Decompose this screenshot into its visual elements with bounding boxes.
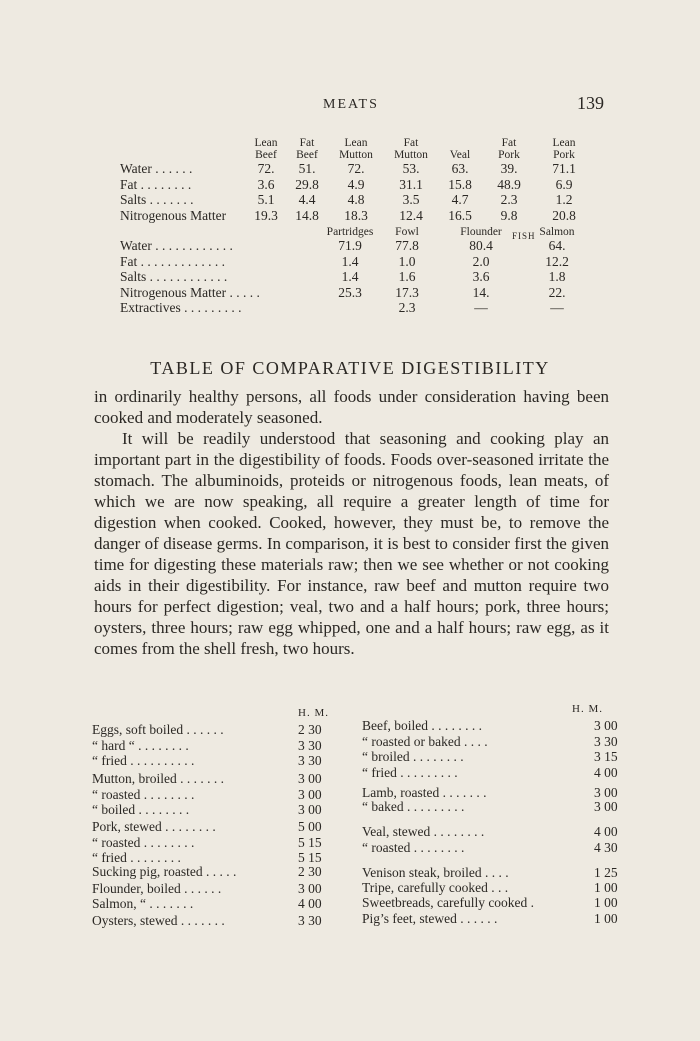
table-cell: 48.9 bbox=[497, 176, 521, 192]
table-cell: 12.2 bbox=[545, 253, 569, 269]
list-item bbox=[92, 913, 332, 929]
list-item bbox=[92, 738, 332, 754]
column-header: Fat Beef bbox=[296, 137, 318, 161]
column-header: Fat Mutton bbox=[394, 137, 428, 161]
table-cell: 72. bbox=[257, 161, 275, 176]
digestion-time: 2 30 bbox=[298, 864, 322, 879]
table-row bbox=[120, 208, 590, 224]
column-header: Veal bbox=[449, 149, 471, 161]
digestion-time: 3 30 bbox=[298, 913, 322, 928]
table-cell: — bbox=[550, 300, 564, 315]
list-item bbox=[362, 880, 618, 896]
list-item bbox=[92, 864, 332, 880]
table-cell: 39. bbox=[500, 161, 518, 176]
column-header: Partridges bbox=[326, 226, 374, 238]
table-cell: 72. bbox=[347, 161, 365, 176]
digestibility-list-right bbox=[362, 703, 618, 933]
table-cell: 2.0 bbox=[472, 253, 490, 269]
table-cell: 53. bbox=[402, 161, 420, 176]
digestion-time: 3 00 bbox=[594, 799, 618, 814]
food-name: Tripe, carefully cooked . . . bbox=[362, 880, 509, 895]
food-name: Beef, boiled . . . . . . . . bbox=[362, 718, 482, 733]
digestion-time: 5 15 bbox=[298, 835, 322, 850]
list-item bbox=[92, 881, 332, 897]
fish-group-header: FISH bbox=[512, 231, 536, 241]
body-text bbox=[94, 386, 609, 659]
table-cell: 3.6 bbox=[472, 269, 490, 284]
row-label: Salts . . . . . . . bbox=[120, 192, 194, 207]
list-item bbox=[362, 718, 618, 734]
table-cell: 15.8 bbox=[448, 176, 472, 192]
food-name: “ hard “ . . . . . . . . bbox=[92, 738, 189, 753]
paragraph: in ordinarily healthy persons, all foods under consideration having been cooked and moderately seasoned. bbox=[94, 387, 609, 427]
list-item bbox=[362, 840, 618, 856]
list-item bbox=[362, 734, 618, 750]
table-cell: 19.3 bbox=[254, 207, 278, 223]
digestion-time: 3 30 bbox=[594, 734, 618, 749]
digestion-time: 5 00 bbox=[298, 819, 322, 834]
table-cell: 2.3 bbox=[398, 300, 416, 315]
table-cell: 71.1 bbox=[552, 161, 576, 176]
table-row bbox=[120, 192, 590, 208]
table-cell: 6.9 bbox=[555, 176, 573, 192]
food-name: “ roasted . . . . . . . . bbox=[92, 787, 195, 802]
digestion-time: 3 00 bbox=[298, 881, 322, 896]
list-item bbox=[92, 835, 332, 851]
table-cell: 9.8 bbox=[500, 207, 518, 223]
table-cell: 29.8 bbox=[295, 176, 319, 192]
digestion-time: 4 00 bbox=[298, 896, 322, 911]
digestion-time: 1 00 bbox=[594, 911, 618, 926]
paragraph: It will be readily understood that seasoning and cooking play an important part in the digestibility of foods. Foods over-seasoned irritate the stomach. The albuminoids, proteids or nitrogenous foods, lean meats, of which we are now speaking, all require a greater length of time for digestion when cooked. Cooked, however, they must be, to remove the danger of disease germs. In comparison, it is best to consider first the given time for digesting these materials raw; then we see whether or not cooking aids in their digestibility. For instance, raw beef and mutton require two hours for perfect digestion; veal, two and a half hours; pork, three hours; oysters, three hours; raw egg whipped, one and a half hours; raw egg, as it comes from the shell fresh, two hours. bbox=[94, 429, 609, 658]
section-title: TABLE OF COMPARATIVE DIGESTIBILITY bbox=[150, 358, 550, 378]
row-label-header bbox=[120, 226, 320, 238]
table-cell: 77.8 bbox=[395, 238, 419, 253]
table-row bbox=[120, 254, 586, 270]
food-name: Salmon, “ . . . . . . . bbox=[92, 896, 194, 911]
row-label: Water . . . . . . . . . . . . bbox=[120, 238, 233, 253]
row-label: Fat . . . . . . . . . . . . . bbox=[120, 253, 226, 269]
column-header: Lean Pork bbox=[552, 137, 576, 161]
table-row bbox=[120, 161, 590, 177]
food-name: Sweetbreads, carefully cooked . bbox=[362, 895, 535, 910]
table-row bbox=[120, 285, 586, 301]
table-cell: 4.9 bbox=[347, 176, 365, 192]
table-cell: 12.4 bbox=[399, 207, 423, 223]
digestion-time: 5 15 bbox=[298, 850, 322, 865]
list-item bbox=[92, 722, 332, 738]
food-name: Sucking pig, roasted . . . . . bbox=[92, 864, 237, 879]
food-name: Oysters, stewed . . . . . . . bbox=[92, 913, 225, 928]
table-cell: 16.5 bbox=[448, 207, 472, 223]
list-item bbox=[362, 765, 618, 781]
digestion-time: 3 00 bbox=[298, 802, 322, 817]
table-cell: 20.8 bbox=[552, 207, 576, 223]
digestion-time: 4 00 bbox=[594, 824, 618, 839]
food-name: Eggs, soft boiled . . . . . . bbox=[92, 722, 224, 737]
food-name: “ baked . . . . . . . . . bbox=[362, 799, 465, 814]
food-name: “ roasted or baked . . . . bbox=[362, 734, 488, 749]
table-cell: 2.3 bbox=[500, 192, 518, 207]
table-cell: 22. bbox=[548, 284, 566, 300]
table-cell: 18.3 bbox=[344, 207, 368, 223]
table-row bbox=[120, 238, 586, 254]
table-cell: 14.8 bbox=[295, 207, 319, 223]
table-cell: 31.1 bbox=[399, 176, 423, 192]
digestion-time: 3 30 bbox=[298, 753, 322, 768]
table-cell: 1.4 bbox=[341, 253, 359, 269]
row-label-header bbox=[120, 137, 248, 161]
column-header: Fowl bbox=[395, 226, 419, 238]
table-cell: 5.1 bbox=[257, 192, 275, 207]
table-cell: 1.0 bbox=[398, 253, 416, 269]
digestion-time: 3 00 bbox=[594, 785, 618, 800]
food-name: “ fried . . . . . . . . bbox=[92, 850, 181, 865]
row-label: Fat . . . . . . . . bbox=[120, 176, 192, 192]
hours-minutes-header: H. M. bbox=[298, 707, 329, 719]
table-cell: 1.8 bbox=[548, 269, 566, 284]
food-name: “ broiled . . . . . . . . bbox=[362, 749, 464, 764]
food-name: Lamb, roasted . . . . . . . bbox=[362, 785, 487, 800]
list-item bbox=[362, 895, 618, 911]
column-header: Lean Mutton bbox=[339, 137, 373, 161]
digestion-time: 1 25 bbox=[594, 865, 618, 880]
food-name: Pork, stewed . . . . . . . . bbox=[92, 819, 216, 834]
digestion-time: 4 30 bbox=[594, 840, 618, 855]
column-header: Lean Beef bbox=[254, 137, 278, 161]
table-cell: 63. bbox=[451, 161, 469, 176]
digestion-time: 1 00 bbox=[594, 880, 618, 895]
table-cell: 1.6 bbox=[398, 269, 416, 284]
food-name: “ roasted . . . . . . . . bbox=[362, 840, 465, 855]
digestion-time: 3 30 bbox=[298, 738, 322, 753]
table-cell: 17.3 bbox=[395, 284, 419, 300]
table-cell: 51. bbox=[298, 161, 316, 176]
table-cell: 3.5 bbox=[402, 192, 420, 207]
column-header: Salmon bbox=[539, 226, 575, 238]
food-name: Pig’s feet, stewed . . . . . . bbox=[362, 911, 498, 926]
food-name: “ fried . . . . . . . . . bbox=[362, 765, 458, 780]
list-item bbox=[92, 819, 332, 835]
list-item bbox=[362, 799, 618, 815]
table-cell: 1.4 bbox=[341, 269, 359, 284]
list-item bbox=[92, 802, 332, 818]
row-label: Salts . . . . . . . . . . . . bbox=[120, 269, 228, 284]
digestion-time: 4 00 bbox=[594, 765, 618, 780]
table-cell: 4.8 bbox=[347, 192, 365, 207]
table-cell bbox=[320, 300, 380, 316]
list-item bbox=[92, 787, 332, 803]
table-header-row bbox=[120, 137, 590, 161]
digestibility-list-left bbox=[92, 707, 332, 937]
list-item bbox=[362, 749, 618, 765]
page-number: 139 bbox=[577, 93, 604, 113]
row-label: Nitrogenous Matter . . . . . bbox=[120, 284, 260, 300]
digestion-time: 1 00 bbox=[594, 895, 618, 910]
table-row bbox=[120, 300, 586, 316]
table-cell: 1.2 bbox=[555, 192, 573, 207]
digestion-time: 3 00 bbox=[594, 718, 618, 733]
list-item bbox=[362, 824, 618, 840]
food-name: Flounder, boiled . . . . . . bbox=[92, 881, 222, 896]
table-cell: 25.3 bbox=[338, 284, 362, 300]
list-item bbox=[92, 771, 332, 787]
table-cell: 4.7 bbox=[451, 192, 469, 207]
digestion-time: 3 00 bbox=[298, 771, 322, 786]
hours-minutes-header: H. M. bbox=[572, 703, 603, 715]
list-item bbox=[362, 911, 618, 927]
list-item bbox=[362, 865, 618, 881]
table-cell: 14. bbox=[472, 284, 490, 300]
table-header-row bbox=[120, 226, 586, 238]
list-item bbox=[92, 753, 332, 769]
row-label: Water . . . . . . bbox=[120, 161, 193, 176]
table-row bbox=[120, 177, 590, 193]
food-name: “ boiled . . . . . . . . bbox=[92, 802, 190, 817]
food-name: Mutton, broiled . . . . . . . bbox=[92, 771, 224, 786]
table-cell: — bbox=[474, 300, 488, 315]
table-row bbox=[120, 269, 586, 285]
row-label: Extractives . . . . . . . . . bbox=[120, 300, 242, 315]
food-name: “ roasted . . . . . . . . bbox=[92, 835, 195, 850]
food-name: Veal, stewed . . . . . . . . bbox=[362, 824, 485, 839]
list-item bbox=[92, 896, 332, 912]
table-cell: 4.4 bbox=[298, 192, 316, 207]
digestion-time: 3 00 bbox=[298, 787, 322, 802]
food-name: “ fried . . . . . . . . . . bbox=[92, 753, 195, 768]
table-cell: 80.4 bbox=[469, 238, 493, 253]
running-head: MEATS bbox=[323, 97, 379, 112]
table-cell: 3.6 bbox=[257, 176, 275, 192]
column-header: Fat Pork bbox=[498, 137, 520, 161]
digestion-time: 2 30 bbox=[298, 722, 322, 737]
meats-composition-table bbox=[120, 137, 590, 223]
food-name: Venison steak, broiled . . . . bbox=[362, 865, 509, 880]
table-cell: 64. bbox=[548, 238, 566, 253]
table-cell: 71.9 bbox=[338, 238, 362, 253]
column-header: Flounder bbox=[460, 226, 502, 238]
row-label: Nitrogenous Matter bbox=[120, 207, 227, 223]
digestion-time: 3 15 bbox=[594, 749, 618, 764]
poultry-fish-composition-table bbox=[120, 226, 586, 316]
